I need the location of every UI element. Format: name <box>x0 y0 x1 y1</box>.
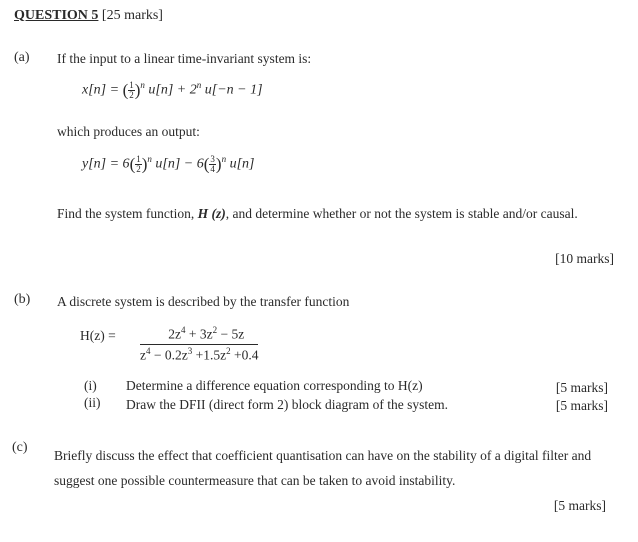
subpart-ii-marks: [5 marks] <box>555 398 608 413</box>
part-b-intro: A discrete system is described by the transfer function <box>57 294 350 309</box>
system-function-symbol: H (z) <box>197 206 226 221</box>
part-c-label: (c) <box>12 440 28 455</box>
part-a-intro: If the input to a linear time-invariant system is: <box>57 51 312 66</box>
transfer-function-fraction <box>140 325 258 363</box>
question-title: QUESTION 5 <box>14 8 99 23</box>
question-heading <box>14 8 163 24</box>
part-a-output-intro: which produces an output: <box>57 124 200 139</box>
subpart-ii-text: Draw the DFII (direct form 2) block diagram of the system. <box>126 397 449 412</box>
part-b-label: (b) <box>14 292 31 307</box>
subpart-i-text: Determine a difference equation corresponding to H(z) <box>126 378 423 393</box>
part-c-marks: [5 marks] <box>553 498 606 513</box>
output-equation: y[n] = 6( $\frac{1}{2}$ )$^n$ u[n] − 6( $\frac{3}{4}$ )$^n$ u[n] <box>82 153 255 174</box>
part-a-task-pre: Find the system function, <box>57 206 198 221</box>
subpart-i-label: (i) <box>84 378 97 393</box>
part-a-label: (a) <box>14 50 30 65</box>
part-a-marks: [10 marks] <box>555 251 614 266</box>
transfer-function-denominator: $z^4 - 0.2z^3 +1.5z^2 +0.4$ <box>140 345 259 362</box>
subpart-ii-label: (ii) <box>84 395 101 410</box>
transfer-function-lhs: H(z) = <box>80 328 116 343</box>
part-a-task-post: , and determine whether or not the system is stable and/or causal. <box>225 206 578 221</box>
subpart-i-marks: [5 marks] <box>555 380 608 395</box>
input-equation: x[n] = ( $\frac{1}{2}$ )$^n$ $u[n] + 2^n$ u[−n − 1] <box>82 79 263 100</box>
question-total-marks: [25 marks] <box>101 8 163 23</box>
part-a-task <box>57 206 622 222</box>
part-c-text: Briefly discuss the effect that coefficient quantisation can have on the stability of a digital filter and suggest one possible countermeasure that can be taken to avoid instability. <box>54 448 592 488</box>
transfer-function-numerator: $2z^4 + 3z^2 - 5z$ <box>140 325 258 345</box>
